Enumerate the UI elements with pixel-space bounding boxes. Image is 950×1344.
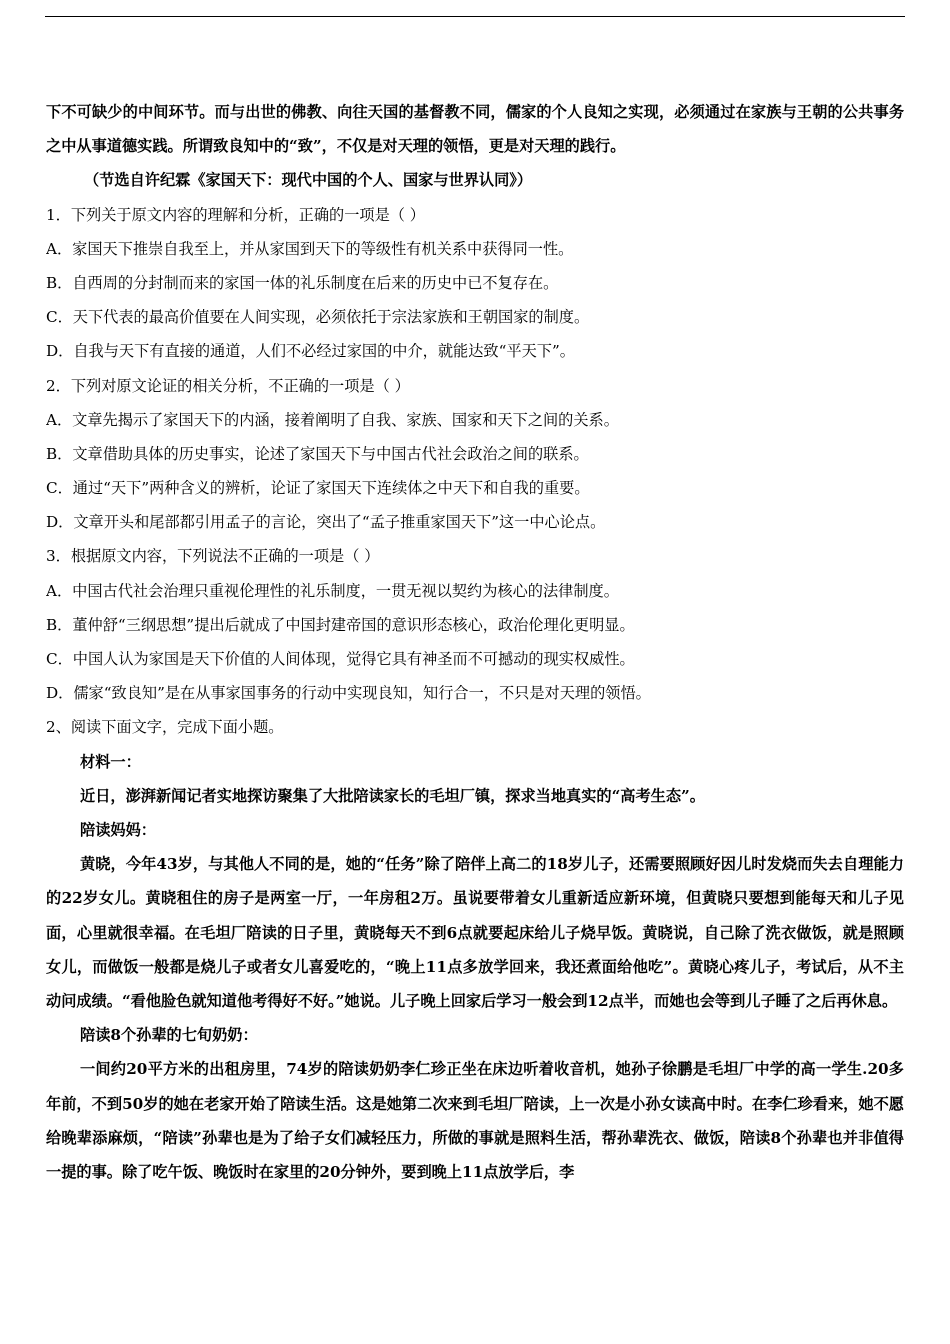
- passage-continuation: 下不可缺少的中间环节。而与出世的佛教、向往天国的基督教不同，儒家的个人良知之实现，必须通过在家族与王朝的公共事务之中从事道德实践。所谓致良知中的“致”，不仅是对天理的领悟，更是对天理的践行。: [46, 103, 904, 156]
- material-1-label: 材料一：: [80, 752, 141, 771]
- question-3-option-c: C．中国人认为家国是天下价值的人间体现，觉得它具有神圣而不可撼动的现实权威性。: [46, 650, 635, 669]
- question-2-option-c: C．通过“天下”两种含义的辨析，论证了家国天下连续体之中天下和自我的重要。: [46, 479, 590, 498]
- question-1-option-d: D．自我与天下有直接的通道，人们不必经过家国的中介，就能达致“平天下”。: [46, 342, 575, 361]
- question-1-option-c: C．天下代表的最高价值要在人间实现，必须依托于宗法家族和王朝国家的制度。: [46, 308, 590, 327]
- question-1-option-a: A．家国天下推崇自我至上，并从家国到天下的等级性有机关系中获得同一性。: [46, 239, 574, 258]
- question-3-option-a: A．中国古代社会治理只重视伦理性的礼乐制度，一贯无视以契约为核心的法律制度。: [46, 581, 619, 600]
- header-rule: [45, 16, 905, 17]
- passage-source: （节选自许纪霖《家国天下：现代中国的个人、国家与世界认同》）: [84, 171, 533, 190]
- question-3-option-b: B．董仲舒“三纲思想”提出后就成了中国封建帝国的意识形态核心，政治伦理化更明显。: [46, 615, 635, 634]
- accompanying-mom-paragraph: 黄晓，今年43岁，与其他人不同的是，她的“任务”除了陪伴上高二的18岁儿子，还需要照顾好因儿时发烧而失去自理能力的22岁女儿。黄晓租住的房子是两室一厅，一年房租2万。虽说要带着女儿重新适应新环境，但黄晓只要想到能每天和儿子见面，心里就很幸福。在毛坦厂陪读的日子里，黄晓每天不到6点就要起床给儿子烧早饭。黄晓说，自己除了洗衣做饭，就是照顾女儿，而做饭一般都是烧儿子或者女儿喜爱吃的，“晚上11点多放学回来，我还煮面给他吃”。黄晓心疼儿子，考试后，从不主动问成绩。“看他脸色就知道他考得好不好。”她说。儿子晚上回家后学习一般会到12点半，而她也会等到儿子睡了之后再休息。: [46, 855, 904, 1010]
- section-2-heading: 2、阅读下面文字，完成下面小题。: [46, 718, 284, 737]
- question-1-stem: 1．下列关于原文内容的理解和分析，正确的一项是（ ）: [46, 205, 425, 224]
- question-3-option-d: D．儒家“致良知”是在从事家国事务的行动中实现良知，知行合一，不只是对天理的领悟。: [46, 684, 651, 703]
- question-2-option-b: B．文章借助具体的历史事实，论述了家国天下与中国古代社会政治之间的联系。: [46, 444, 589, 463]
- material-1-intro: 近日，澎湃新闻记者实地探访聚集了大批陪读家长的毛坦厂镇，探求当地真实的“高考生态”。: [80, 786, 705, 805]
- question-2-option-d: D．文章开头和尾部都引用孟子的言论，突出了“孟子推重家国天下”这一中心论点。: [46, 513, 606, 532]
- question-1-option-b: B．自西周的分封制而来的家国一体的礼乐制度在后来的历史中已不复存在。: [46, 273, 559, 292]
- question-3-stem: 3．根据原文内容，下列说法不正确的一项是（ ）: [46, 547, 380, 566]
- question-2-stem: 2．下列对原文论证的相关分析，不正确的一项是（ ）: [46, 376, 410, 395]
- accompanying-mom-label: 陪读妈妈：: [80, 820, 156, 839]
- accompanying-grandma-paragraph: 一间约20平方米的出租房里，74岁的陪读奶奶李仁珍正坐在床边听着收音机，她孙子徐鹏是毛坦厂中学的高一学生.20多年前，不到50岁的她在老家开始了陪读生活。这是她第二次来到毛坦厂陪读，上一次是小孙女读高中时。在李仁珍看来，她不愿给晚辈添麻烦，“陪读”孙辈也是为了给子女们减轻压力，所做的事就是照料生活，帮孙辈洗衣、做饭，陪读8个孙辈也并非值得一提的事。除了吃午饭、晚饭时在家里的20分钟外，要到晚上11点放学后，李: [46, 1060, 904, 1181]
- accompanying-grandma-label: 陪读8个孙辈的七旬奶奶：: [80, 1026, 258, 1045]
- question-2-option-a: A．文章先揭示了家国天下的内涵，接着阐明了自我、家族、国家和天下之间的关系。: [46, 410, 619, 429]
- document-page: [46, 95, 904, 1189]
